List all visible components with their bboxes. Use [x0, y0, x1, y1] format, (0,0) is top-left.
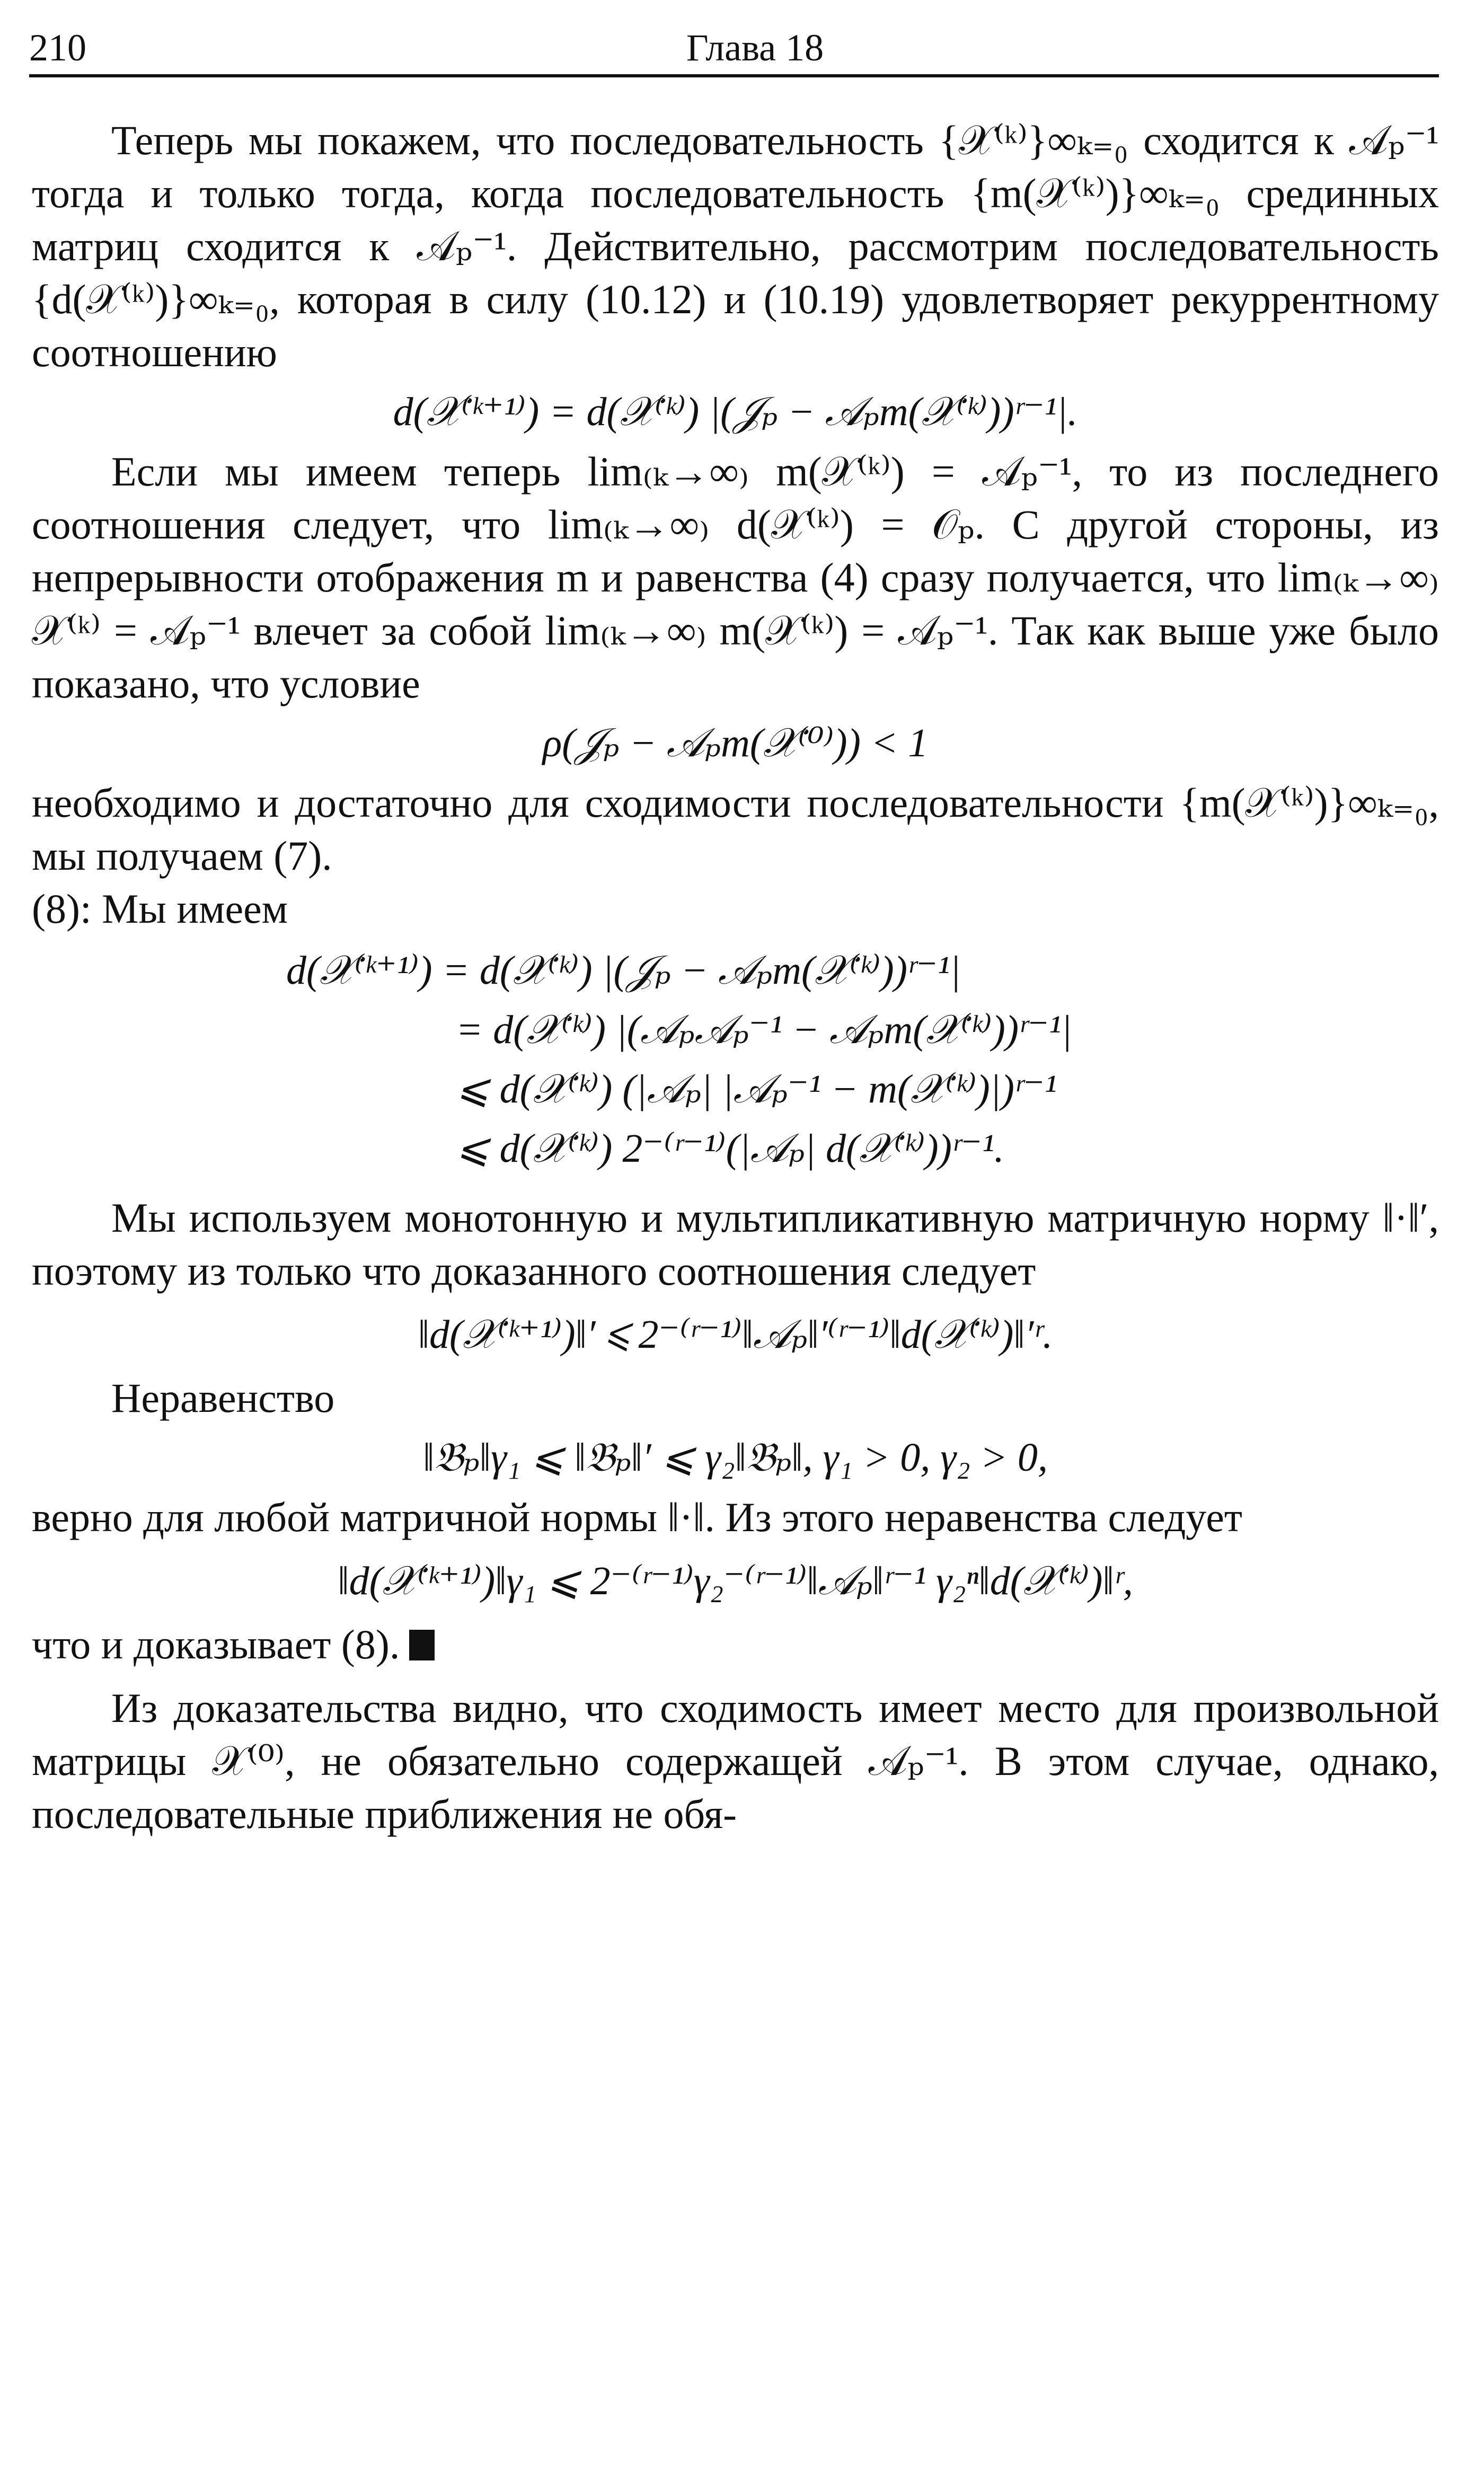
paragraph-inequality-label: Неравенство [111, 1375, 335, 1421]
paragraph-part-8: (8): Мы имеем [32, 886, 288, 932]
formula-norm-equivalence: ‖𝔅ₚ‖γ₁ ⩽ ‖𝔅ₚ‖′ ⩽ γ₂‖𝔅ₚ‖, γ₁ > 0, γ₂ > 0, [423, 1435, 1048, 1480]
paragraph-any-norm: верно для любой матричной нормы ‖·‖. Из этого неравенства следует [32, 1494, 1242, 1540]
formula-condition: ρ(𝒥ₚ − 𝒜ₚm(𝒳⁽⁰⁾)) < 1 [542, 721, 929, 765]
formula-recurrence: d(𝒳⁽ᵏ⁺¹⁾) = d(𝒳⁽ᵏ⁾) |(𝒥ₚ − 𝒜ₚm(𝒳⁽ᵏ⁾))ʳ⁻¹|. [393, 390, 1078, 434]
formula-final-estimate: ‖d(𝒳⁽ᵏ⁺¹⁾)‖γ₁ ⩽ 2⁻⁽ʳ⁻¹⁾γ₂⁻⁽ʳ⁻¹⁾‖𝒜ₚ‖ʳ⁻¹ γ₂ⁿ‖d(𝒳⁽ᵏ⁾)‖ʳ, [338, 1559, 1133, 1603]
chapter-title: Глава 18 [686, 26, 824, 69]
formula-chain-row: ⩽ d(𝒳⁽ᵏ⁾) 2⁻⁽ʳ⁻¹⁾(|𝒜ₚ| d(𝒳⁽ᵏ⁾))ʳ⁻¹. [456, 1126, 1004, 1171]
paragraph-limits: Если мы имеем теперь lim₍ₖ→∞₎ m(𝒳⁽ᵏ⁾) = 𝒜ₚ⁻¹, то из последнего соотношения следует, что lim₍ₖ→∞₎ d(𝒳⁽ᵏ⁾) = 𝒪ₚ. С другой стороны, из непрерывности отображения m и равенства (4) сразу получается, что lim₍ₖ→∞₎ 𝒳⁽ᵏ⁾ = 𝒜ₚ⁻¹ влечет за собой lim₍ₖ→∞₎ m(𝒳⁽ᵏ⁾) = 𝒜ₚ⁻¹. Так как выше уже было показано, что условие [32, 448, 1439, 706]
formula-chain-row: d(𝒳⁽ᵏ⁺¹⁾) = d(𝒳⁽ᵏ⁾) |(𝒥ₚ − 𝒜ₚm(𝒳⁽ᵏ⁾))ʳ⁻¹| [286, 948, 961, 993]
page-body [32, 114, 1439, 1841]
paragraph-convergence: Теперь мы покажем, что последовательность {𝒳⁽ᵏ⁾}∞ₖ₌₀ сходится к 𝒜ₚ⁻¹ тогда и только тогда, когда последовательность {m(𝒳⁽ᵏ⁾)}∞ₖ₌₀ срединных матриц сходится к 𝒜ₚ⁻¹. Действительно, рассмотрим последовательность {d(𝒳⁽ᵏ⁾)}∞ₖ₌₀, которая в силу (10.12) и (10.19) удовлетворяет рекуррентному соотношению [32, 117, 1439, 375]
paragraph-proof-end [32, 1618, 1439, 1671]
formula-chain-row: ⩽ d(𝒳⁽ᵏ⁾) (|𝒜ₚ| |𝒜ₚ⁻¹ − m(𝒳⁽ᵏ⁾)|)ʳ⁻¹ [456, 1067, 1057, 1111]
proof-end-text: что и доказывает (8). [32, 1621, 400, 1667]
running-header [29, 21, 1439, 77]
page-number: 210 [29, 26, 86, 69]
paragraph-necessary-sufficient: необходимо и достаточно для сходимости последовательности {m(𝒳⁽ᵏ⁾)}∞ₖ₌₀, мы получаем (7). [32, 780, 1439, 879]
formula-norm-inequality: ‖d(𝒳⁽ᵏ⁺¹⁾)‖′ ⩽ 2⁻⁽ʳ⁻¹⁾‖𝒜ₚ‖′⁽ʳ⁻¹⁾‖d(𝒳⁽ᵏ⁾)‖′ʳ. [418, 1312, 1053, 1357]
formula-chain [286, 941, 1439, 1178]
formula-chain-row: = d(𝒳⁽ᵏ⁾) |(𝒜ₚ𝒜ₚ⁻¹ − 𝒜ₚm(𝒳⁽ᵏ⁾))ʳ⁻¹| [456, 1008, 1072, 1052]
qed-square-icon [409, 1630, 435, 1660]
paragraph-norm: Мы используем монотонную и мультипликативную матричную норму ‖·‖′, поэтому из только что доказанного соотношения следует [32, 1195, 1439, 1294]
paragraph-remark: Из доказательства видно, что сходимость имеет место для произвольной матрицы 𝒳⁽⁰⁾, не обязательно содержащей 𝒜ₚ⁻¹. В этом случае, однако, последовательные приближения не обя- [32, 1685, 1439, 1837]
